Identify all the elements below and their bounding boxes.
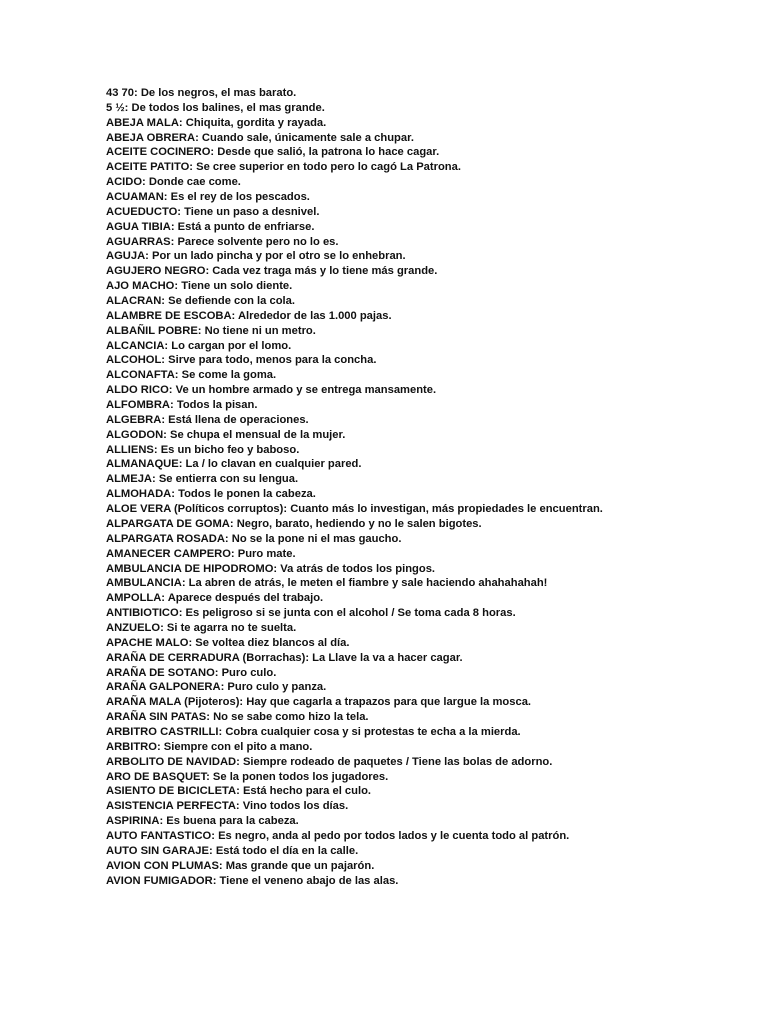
list-item: ARAÑA MALA (Pijoteros): Hay que cagarla a trapazos para que largue la mosca. — [106, 696, 532, 709]
list-item: ABEJA MALA: Chiquita, gordita y rayada. — [106, 116, 327, 129]
list-item: 43 70: De los negros, el mas barato. — [106, 87, 297, 99]
list-item: ACEITE PATITO: Se cree superior en todo pero lo cagó La Patrona. — [106, 161, 461, 174]
list-item: AGUA TIBIA: Está a punto de enfriarse. — [106, 220, 315, 233]
list-item: AMPOLLA: Aparece después del trabajo. — [106, 592, 324, 605]
list-item: ALOE VERA (Políticos corruptos): Cuanto más lo investigan, más propiedades le encuentran. — [106, 503, 603, 516]
list-item: AGUJERO NEGRO: Cada vez traga más y lo tiene más grande. — [106, 265, 438, 278]
list-item: ALAMBRE DE ESCOBA: Alrededor de las 1.000 pajas. — [106, 309, 392, 322]
list-item: AMBULANCIA DE HIPODROMO: Va atrás de todos los pingos. — [106, 562, 436, 575]
list-item: ALGODON: Se chupa el mensual de la mujer. — [106, 428, 346, 441]
list-item: ALMEJA: Se entierra con su lengua. — [106, 473, 299, 486]
list-item: AGUJA: Por un lado pincha y por el otro se lo enhebran. — [106, 250, 406, 263]
list-item: ASIENTO DE BICICLETA: Está hecho para el culo. — [106, 785, 372, 798]
list-item: ANTIBIOTICO: Es peligroso si se junta con el alcohol / Se toma cada 8 horas. — [106, 607, 516, 620]
list-item: ARAÑA DE CERRADURA (Borrachas): La Llave la va a hacer cagar. — [106, 651, 463, 664]
list-item: ASPIRINA: Es buena para la cabeza. — [106, 815, 299, 828]
list-item: AMANECER CAMPERO: Puro mate. — [106, 547, 296, 560]
list-item: AVION CON PLUMAS: Mas grande que un pajarón. — [106, 859, 375, 872]
list-item: ARBOLITO DE NAVIDAD: Siempre rodeado de paquetes / Tiene las bolas de adorno. — [106, 755, 553, 768]
list-item: ALBAÑIL POBRE: No tiene ni un metro. — [106, 324, 316, 337]
list-item: AMBULANCIA: La abren de atrás, le meten el fiambre y sale haciendo ahahahahah! — [106, 577, 548, 590]
list-item: ALPARGATA DE GOMA: Negro, barato, hediendo y no le salen bigotes. — [106, 517, 482, 530]
entry-list — [106, 86, 746, 888]
list-item: ABEJA OBRERA: Cuando sale, únicamente sale a chupar. — [106, 131, 414, 144]
list-item: AJO MACHO: Tiene un solo diente. — [106, 280, 293, 293]
list-item: ACEITE COCINERO: Desde que salió, la patrona lo hace cagar. — [106, 146, 440, 159]
list-item: ACIDO: Donde cae come. — [106, 176, 241, 189]
list-item: ALDO RICO: Ve un hombre armado y se entrega mansamente. — [106, 384, 437, 397]
list-item: APACHE MALO: Se voltea diez blancos al día. — [106, 636, 350, 649]
list-item: ALMOHADA: Todos le ponen la cabeza. — [106, 488, 316, 501]
list-item: ARAÑA DE SOTANO: Puro culo. — [106, 666, 277, 679]
list-item: ALCONAFTA: Se come la goma. — [106, 369, 277, 382]
list-item: ALCANCIA: Lo cargan por el lomo. — [106, 339, 292, 352]
list-item: ARO DE BASQUET: Se la ponen todos los jugadores. — [106, 770, 389, 783]
list-item: ALPARGATA ROSADA: No se la pone ni el mas gaucho. — [106, 532, 402, 545]
list-item: ARBITRO CASTRILLI: Cobra cualquier cosa y si protestas te echa a la mierda. — [106, 725, 521, 738]
list-item: ARBITRO: Siempre con el pito a mano. — [106, 740, 313, 753]
list-item: ACUEDUCTO: Tiene un paso a desnivel. — [106, 205, 320, 218]
list-item: ACUAMAN: Es el rey de los pescados. — [106, 191, 310, 204]
list-item: ARAÑA GALPONERA: Puro culo y panza. — [106, 681, 327, 694]
list-item: ALGEBRA: Está llena de operaciones. — [106, 413, 309, 426]
list-item: ANZUELO: Si te agarra no te suelta. — [106, 621, 297, 634]
list-item: AUTO SIN GARAJE: Está todo el día en la calle. — [106, 844, 359, 857]
list-item: ALLIENS: Es un bicho feo y baboso. — [106, 443, 300, 456]
list-item: ASISTENCIA PERFECTA: Vino todos los días. — [106, 800, 349, 813]
list-item: AVION FUMIGADOR: Tiene el veneno abajo de las alas. — [106, 874, 399, 887]
list-item: 5 ½: De todos los balines, el mas grande. — [106, 101, 325, 114]
list-item: ALMANAQUE: La / lo clavan en cualquier pared. — [106, 458, 362, 471]
list-item: ALACRAN: Se defiende con la cola. — [106, 295, 295, 308]
list-item: AUTO FANTASTICO: Es negro, anda al pedo por todos lados y le cuenta todo al patrón. — [106, 829, 570, 842]
list-item: AGUARRAS: Parece solvente pero no lo es. — [106, 235, 339, 248]
list-item: ARAÑA SIN PATAS: No se sabe como hizo la tela. — [106, 711, 369, 724]
list-item: ALFOMBRA: Todos la pisan. — [106, 399, 258, 412]
list-item: ALCOHOL: Sirve para todo, menos para la concha. — [106, 354, 377, 367]
